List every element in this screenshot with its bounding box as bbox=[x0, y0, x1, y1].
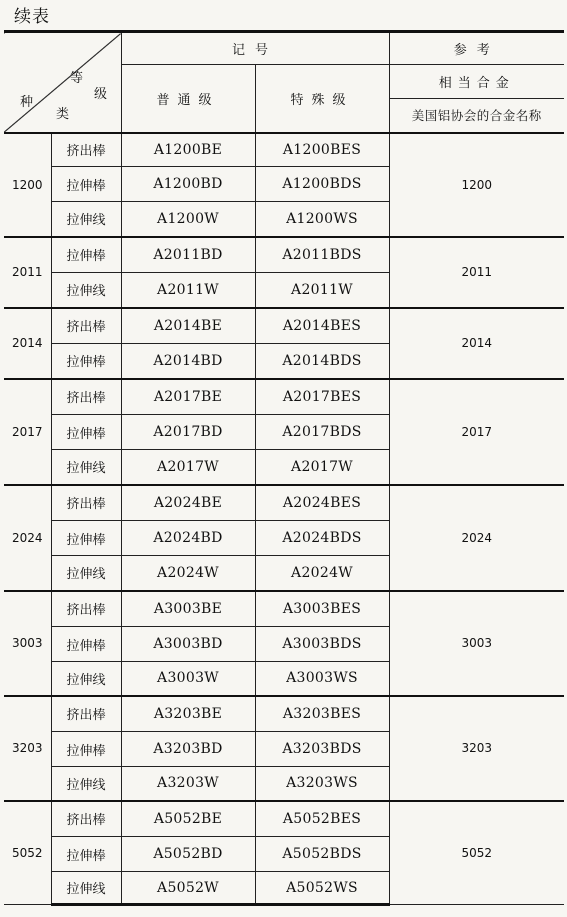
page-title: 续表 bbox=[14, 7, 50, 27]
kind-text: 挤出棒 bbox=[66, 144, 106, 160]
kind-text: 拉伸棒 bbox=[66, 355, 106, 371]
special-code: A2024W bbox=[291, 564, 353, 581]
kind-cell bbox=[51, 696, 121, 732]
kind-text: 拉伸棒 bbox=[66, 426, 106, 442]
normal-grade-text: 普通级 bbox=[156, 92, 220, 108]
normal-code-cell bbox=[121, 591, 255, 627]
alloy-number: 1200 bbox=[11, 177, 43, 192]
alloy-number: 2024 bbox=[11, 530, 43, 545]
aa-alloy-number: 2024 bbox=[461, 530, 493, 545]
header-row-1 bbox=[4, 32, 564, 65]
normal-code-cell bbox=[121, 450, 255, 485]
normal-code: A2017BE bbox=[153, 388, 223, 405]
special-code: A2014BES bbox=[282, 317, 362, 334]
kind-cell bbox=[51, 485, 121, 521]
aa-alloy-cell bbox=[389, 237, 564, 308]
kind-text: 挤出棒 bbox=[66, 497, 106, 513]
diagonal-header-cell bbox=[4, 32, 121, 133]
special-code: A1200BDS bbox=[282, 176, 362, 192]
special-code: A1200BES bbox=[282, 141, 362, 158]
kind-text: 拉伸线 bbox=[66, 882, 106, 897]
special-code: A3003BDS bbox=[282, 636, 362, 652]
aa-alloy-cell bbox=[389, 696, 564, 801]
kind-text: 拉伸棒 bbox=[66, 638, 106, 654]
normal-code-cell bbox=[121, 837, 255, 872]
kind-cell bbox=[51, 379, 121, 415]
normal-code-cell bbox=[121, 872, 255, 905]
alloy-designation-table bbox=[4, 30, 564, 906]
grade-label-char-2: 级 bbox=[94, 87, 108, 102]
normal-code-cell bbox=[121, 732, 255, 767]
aa-alloy-cell bbox=[389, 485, 564, 591]
kind-cell bbox=[51, 801, 121, 837]
special-code-cell bbox=[255, 837, 389, 872]
kind-cell bbox=[51, 308, 121, 344]
normal-code: A2014BE bbox=[153, 317, 223, 334]
kind-text: 挤出棒 bbox=[66, 813, 106, 829]
normal-code-cell bbox=[121, 415, 255, 450]
normal-code: A5052W bbox=[157, 879, 219, 896]
aa-alloy-cell bbox=[389, 801, 564, 905]
kind-text: 拉伸棒 bbox=[66, 848, 106, 864]
kind-cell bbox=[51, 273, 121, 308]
special-code: A3203BDS bbox=[282, 741, 362, 757]
normal-code: A3203W bbox=[157, 775, 219, 792]
symbol-header-text: 记号 bbox=[232, 43, 279, 58]
aa-alloy-number: 3203 bbox=[461, 741, 493, 755]
normal-code-cell bbox=[121, 767, 255, 801]
special-code-cell bbox=[255, 732, 389, 767]
normal-code: A3003W bbox=[157, 670, 219, 687]
normal-code-cell bbox=[121, 801, 255, 837]
normal-code: A2017W bbox=[157, 458, 219, 475]
reference-header-text: 参考 bbox=[453, 43, 500, 58]
aa-alloy-number: 2014 bbox=[461, 336, 493, 350]
normal-code-cell bbox=[121, 237, 255, 273]
kind-text: 拉伸棒 bbox=[66, 249, 106, 265]
special-code-cell bbox=[255, 521, 389, 556]
kind-text: 拉伸棒 bbox=[66, 743, 106, 759]
alloy-cell bbox=[4, 591, 51, 696]
special-code-cell bbox=[255, 167, 389, 202]
special-code: A3003WS bbox=[286, 670, 358, 687]
normal-code: A1200BE bbox=[153, 141, 223, 158]
special-code-cell bbox=[255, 237, 389, 273]
normal-code: A3203BE bbox=[153, 705, 223, 722]
special-code-cell bbox=[255, 627, 389, 662]
normal-code: A1200BD bbox=[153, 176, 223, 192]
special-code-cell bbox=[255, 556, 389, 591]
kind-text: 拉伸线 bbox=[66, 672, 106, 688]
special-code-cell bbox=[255, 273, 389, 308]
normal-code: A2017BD bbox=[153, 424, 223, 440]
normal-code-cell bbox=[121, 696, 255, 732]
equivalent-alloy-header bbox=[389, 65, 564, 99]
aa-name-header bbox=[389, 99, 564, 133]
kind-label-char-2: 类 bbox=[56, 107, 70, 122]
kind-cell bbox=[51, 415, 121, 450]
kind-cell bbox=[51, 167, 121, 202]
special-code: A2011BDS bbox=[282, 246, 362, 263]
normal-code: A1200W bbox=[157, 210, 219, 227]
normal-code: A3203BD bbox=[153, 741, 223, 757]
special-code-cell bbox=[255, 202, 389, 237]
table-row bbox=[4, 237, 564, 273]
kind-cell bbox=[51, 662, 121, 696]
special-code: A2024BDS bbox=[282, 530, 362, 546]
special-code-cell bbox=[255, 591, 389, 627]
alloy-cell bbox=[4, 237, 51, 308]
special-code-cell bbox=[255, 801, 389, 837]
kind-text: 拉伸线 bbox=[66, 777, 106, 793]
special-grade-header bbox=[255, 65, 389, 133]
aa-alloy-number: 2017 bbox=[461, 424, 493, 439]
special-code-cell bbox=[255, 308, 389, 344]
kind-cell bbox=[51, 450, 121, 485]
normal-code: A3003BE bbox=[153, 600, 223, 617]
alloy-cell bbox=[4, 133, 51, 237]
special-code: A2017BDS bbox=[282, 424, 362, 440]
alloy-cell bbox=[4, 696, 51, 801]
normal-code: A2011W bbox=[157, 281, 219, 298]
alloy-cell bbox=[4, 485, 51, 591]
normal-code-cell bbox=[121, 485, 255, 521]
normal-code: A2014BD bbox=[153, 352, 223, 369]
alloy-cell bbox=[4, 308, 51, 379]
aa-alloy-cell bbox=[389, 591, 564, 696]
special-code-cell bbox=[255, 872, 389, 905]
aa-alloy-cell bbox=[389, 133, 564, 237]
normal-code-cell bbox=[121, 308, 255, 344]
reference-header bbox=[389, 32, 564, 65]
special-code-cell bbox=[255, 133, 389, 167]
special-code-cell bbox=[255, 767, 389, 801]
normal-code: A2024BD bbox=[153, 530, 223, 546]
kind-cell bbox=[51, 591, 121, 627]
kind-cell bbox=[51, 732, 121, 767]
normal-code: A5052BD bbox=[153, 846, 223, 862]
kind-cell bbox=[51, 872, 121, 905]
special-code: A2017BES bbox=[282, 388, 362, 405]
special-code-cell bbox=[255, 415, 389, 450]
kind-label-char-1: 种 bbox=[20, 95, 34, 110]
table-row bbox=[4, 133, 564, 167]
kind-text: 挤出棒 bbox=[66, 603, 106, 619]
kind-text: 拉伸线 bbox=[66, 461, 106, 477]
kind-cell bbox=[51, 837, 121, 872]
symbol-header bbox=[121, 32, 389, 65]
normal-code: A5052BE bbox=[153, 810, 223, 827]
normal-code: A3003BD bbox=[153, 636, 223, 652]
table-row bbox=[4, 485, 564, 521]
special-code: A5052BDS bbox=[282, 846, 362, 862]
alloy-number: 2017 bbox=[11, 424, 43, 439]
aa-alloy-number: 2011 bbox=[461, 265, 493, 279]
alloy-number: 3203 bbox=[11, 741, 43, 755]
normal-code-cell bbox=[121, 556, 255, 591]
special-code-cell bbox=[255, 485, 389, 521]
kind-text: 拉伸线 bbox=[66, 213, 106, 229]
table-row bbox=[4, 801, 564, 837]
normal-code-cell bbox=[121, 202, 255, 237]
special-code-cell bbox=[255, 450, 389, 485]
special-code: A5052BES bbox=[282, 810, 362, 827]
table-row bbox=[4, 696, 564, 732]
normal-code-cell bbox=[121, 167, 255, 202]
kind-cell bbox=[51, 521, 121, 556]
table-row bbox=[4, 591, 564, 627]
aa-alloy-number: 5052 bbox=[461, 845, 493, 860]
special-code: A5052WS bbox=[286, 879, 358, 896]
kind-text: 拉伸棒 bbox=[66, 532, 106, 548]
table-row bbox=[4, 308, 564, 344]
grade-label-char-1: 等 bbox=[70, 71, 84, 86]
normal-code-cell bbox=[121, 344, 255, 379]
normal-grade-header bbox=[121, 65, 255, 133]
kind-cell bbox=[51, 202, 121, 237]
table-row bbox=[4, 379, 564, 415]
normal-code-cell bbox=[121, 521, 255, 556]
kind-text: 拉伸线 bbox=[66, 284, 106, 300]
alloy-number: 3003 bbox=[11, 636, 43, 650]
alloy-number: 5052 bbox=[11, 845, 43, 860]
kind-cell bbox=[51, 133, 121, 167]
kind-cell bbox=[51, 627, 121, 662]
normal-code: A2011BD bbox=[153, 246, 223, 263]
kind-text: 挤出棒 bbox=[66, 391, 106, 407]
special-code: A1200WS bbox=[286, 210, 358, 227]
special-code: A2011W bbox=[291, 281, 353, 298]
kind-text: 挤出棒 bbox=[66, 320, 106, 336]
kind-text: 拉伸线 bbox=[66, 567, 106, 583]
equivalent-alloy-text: 相当合金 bbox=[438, 76, 515, 91]
normal-code-cell bbox=[121, 379, 255, 415]
alloy-cell bbox=[4, 379, 51, 485]
kind-cell bbox=[51, 767, 121, 801]
special-code: A2014BDS bbox=[282, 352, 362, 369]
special-grade-text: 特殊级 bbox=[290, 92, 354, 108]
special-code: A3203WS bbox=[286, 775, 358, 792]
special-code-cell bbox=[255, 696, 389, 732]
kind-text: 拉伸棒 bbox=[66, 178, 106, 194]
normal-code-cell bbox=[121, 273, 255, 308]
special-code: A2024BES bbox=[282, 494, 362, 511]
special-code-cell bbox=[255, 662, 389, 696]
alloy-number: 2011 bbox=[11, 265, 43, 279]
special-code: A2017W bbox=[291, 458, 353, 475]
aa-alloy-cell bbox=[389, 379, 564, 485]
special-code-cell bbox=[255, 344, 389, 379]
kind-cell bbox=[51, 237, 121, 273]
alloy-number: 2014 bbox=[11, 336, 43, 350]
normal-code-cell bbox=[121, 133, 255, 167]
aa-alloy-cell bbox=[389, 308, 564, 379]
special-code: A3003BES bbox=[282, 600, 362, 617]
normal-code: A2024BE bbox=[153, 494, 223, 511]
alloy-cell bbox=[4, 801, 51, 905]
kind-cell bbox=[51, 344, 121, 379]
kind-text: 挤出棒 bbox=[66, 708, 106, 724]
kind-cell bbox=[51, 556, 121, 591]
normal-code-cell bbox=[121, 662, 255, 696]
aa-name-text: 美国铝协会的合金名称 bbox=[411, 108, 542, 124]
aa-alloy-number: 3003 bbox=[461, 636, 493, 650]
special-code: A3203BES bbox=[282, 705, 362, 722]
normal-code: A2024W bbox=[157, 564, 219, 581]
normal-code-cell bbox=[121, 627, 255, 662]
aa-alloy-number: 1200 bbox=[461, 177, 493, 192]
special-code-cell bbox=[255, 379, 389, 415]
